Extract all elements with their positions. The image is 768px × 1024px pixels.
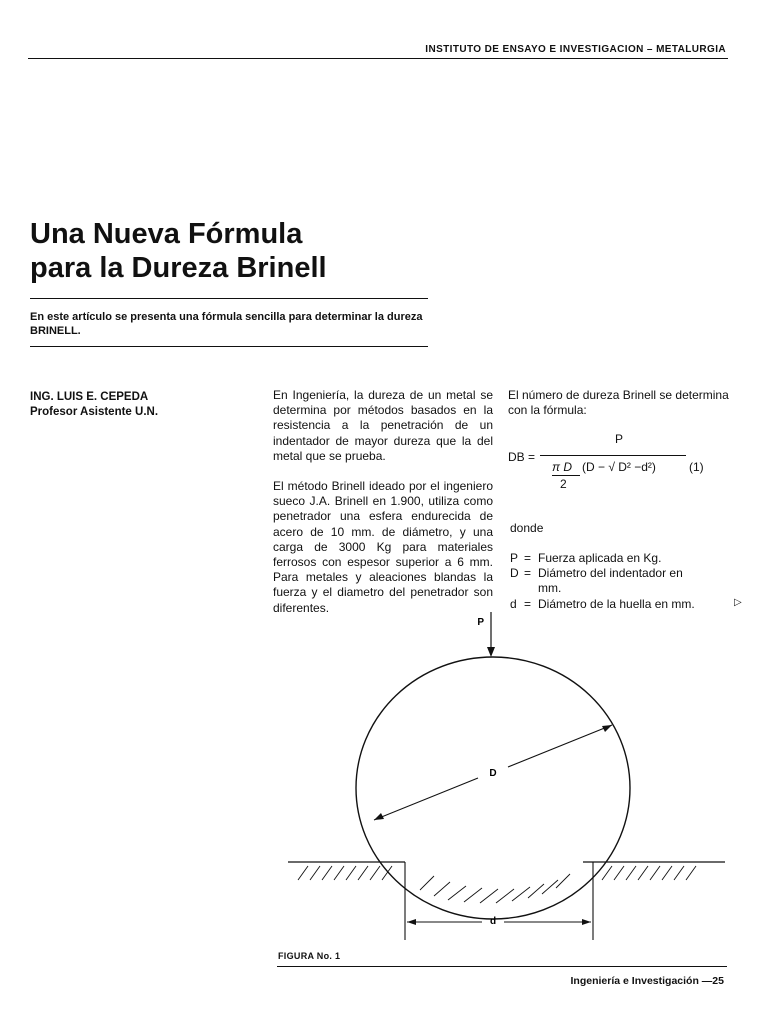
hatch-right [602,866,696,880]
paragraph-2: El método Brinell ideado por el ingeniero sueco J.A. Brinell en 1.900, utiliza como penetrador una esfera endurecida de acero de 10 mm. de diámetro, y una carga de 3000 Kg para materiales ferrosos con espesor superior a 6 mm. Para metales y aleaciones blandas la fuerza y el diametro del penetrador son diferentes. [273,479,493,615]
abstract-top-rule [30,298,428,299]
diameter-line-lower [374,778,478,820]
author-block [30,390,250,420]
continue-arrow-icon: ▷ [734,597,742,608]
formula-numerator: P [615,432,624,446]
hatch-indentation [420,874,570,903]
definition-symbol: D [510,566,519,581]
definitions-list [510,551,745,612]
formula-denominator-expr: (D − √ D² −d²) [582,460,656,474]
d-arrow-left [407,919,416,925]
paragraph-3: El número de dureza Brinell se determina con la fórmula: [508,388,729,418]
definition-symbol: P [510,551,519,565]
label-D: D [489,768,497,779]
ball-outline [356,657,630,919]
label-p: P [477,617,484,628]
definition-equals: = [524,566,532,581]
abstract-bottom-rule [30,346,428,347]
formula-inner-bar [552,475,580,476]
definition-text: Diámetro de la huella en mm. [538,596,695,611]
title-line-2: para la Dureza Brinell [30,252,327,284]
hatch-left [298,866,392,880]
running-head: INSTITUTO DE ENSAYO E INVESTIGACION – METALURGIA [425,44,726,55]
formula-pi-d: π D [552,460,573,474]
definition-D [510,566,745,596]
footer-rule [277,966,727,967]
header-rule [28,58,728,59]
abstract: En este artículo se presenta una fórmula sencilla para determinar la dureza BRINELL. [30,311,423,337]
definition-text: Fuerza aplicada en Kg. [538,551,662,565]
body-column-2 [273,388,493,631]
diameter-line-upper [508,725,612,767]
formula-lhs: DB = [508,450,536,464]
figure-caption: FIGURA No. 1 [278,951,341,961]
label-d: d [489,916,497,927]
title-line-1: Una Nueva Fórmula [30,218,303,250]
brinell-figure [270,610,740,955]
body-column-3 [508,388,733,433]
d-arrow-right [582,919,591,925]
diameter-arrow-lower [374,813,384,820]
formula-fraction-bar [540,455,686,456]
formula-number: (1) [689,460,704,474]
definition-p [510,551,745,566]
brinell-formula [508,430,738,495]
formula-two: 2 [560,477,567,491]
author-title: Profesor Asistente U.N. [30,406,159,418]
article-title [30,217,450,285]
definition-text: Diámetro del indentador en mm. [538,566,683,596]
author-name: ING. LUIS E. CEPEDA [30,391,149,403]
definition-symbol: d [510,596,517,611]
donde-label: donde [510,521,544,535]
page-footer: Ingeniería e Investigación —25 [570,975,724,987]
definition-equals: = [524,596,532,611]
paragraph-1: En Ingeniería, la dureza de un metal se determina por métodos basados en la resistencia a la penetración de un indentador de mayor dureza que la del metal que se prueba. [273,388,493,463]
definition-equals: = [524,551,532,565]
diameter-arrow-upper [602,725,612,732]
force-arrowhead [487,647,495,657]
